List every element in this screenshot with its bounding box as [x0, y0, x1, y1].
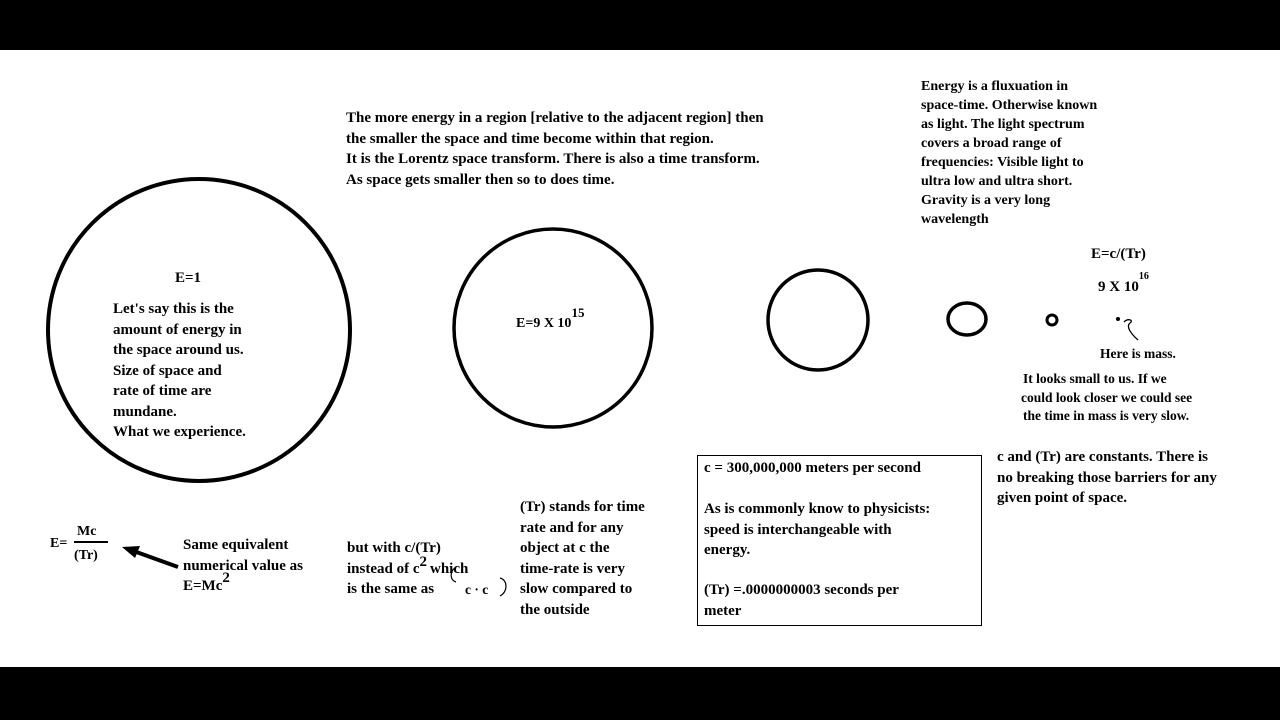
intro-paragraph — [346, 108, 764, 190]
equivalent-line — [183, 570, 303, 597]
equivalent-line: Same equivalent — [183, 537, 289, 553]
but-with-line-2a: instead of c — [347, 560, 420, 577]
energy-note-line: Energy is a fluxuation in — [921, 79, 1069, 94]
time-rate-paragraph — [704, 580, 899, 621]
medium-circle-label — [516, 305, 585, 333]
mass-formula: E=c/(Tr) — [1091, 246, 1146, 262]
energy-note-line: wavelength — [921, 212, 989, 227]
small-circle — [768, 270, 868, 370]
constants-note — [997, 447, 1217, 509]
energy-note — [921, 77, 1097, 229]
but-with-exponent: 2 — [419, 553, 427, 570]
constants-note-line: given point of space. — [997, 490, 1128, 506]
physicists-line: energy. — [704, 542, 751, 558]
physicists-paragraph — [704, 499, 930, 561]
equivalent-note — [183, 535, 303, 597]
mass-value — [1098, 271, 1149, 300]
handwritten-bracket-right — [500, 578, 506, 596]
mass-note-line: could look closer we could see — [1021, 389, 1193, 405]
here-is-mass-label: Here is mass. — [1100, 346, 1176, 361]
equivalent-emc: E=Mc — [183, 578, 223, 594]
but-with-note — [347, 538, 468, 600]
mass-value-base: 9 X 10 — [1098, 279, 1139, 295]
mass-note — [1023, 370, 1192, 426]
intro-line: the smaller the space and time become within that region. — [346, 130, 714, 147]
intro-line: The more energy in a region [relative to the adjacent region] then — [346, 110, 764, 126]
formula-denominator: (Tr) — [74, 548, 98, 563]
big-circle-line: amount of energy in — [113, 321, 242, 338]
mass-pointer-squiggle — [1124, 320, 1138, 340]
arrow-head — [122, 546, 140, 558]
formula-numerator: Mc — [77, 524, 97, 539]
energy-note-line: frequencies: Visible light to — [921, 155, 1084, 170]
tr-note-line: rate and for any — [520, 519, 624, 536]
medium-circle-label-exponent: 15 — [571, 305, 585, 320]
tr-note-line: the outside — [520, 601, 590, 618]
smaller-circle — [948, 303, 986, 335]
time-rate-line: meter — [704, 602, 742, 619]
equivalent-line: numerical value as — [183, 557, 303, 574]
speed-of-light-line: c = 300,000,000 meters per second — [704, 460, 921, 476]
physicists-line: speed is interchangeable with — [704, 521, 892, 538]
constants-note-line: c and (Tr) are constants. There is — [997, 449, 1208, 465]
but-with-line-3: is the same as — [347, 581, 435, 597]
big-circle-description — [113, 299, 246, 443]
time-rate-line: (Tr) =.0000000003 seconds per — [704, 582, 899, 598]
tr-note-line: slow compared to — [520, 581, 633, 597]
energy-note-line: Gravity is a very long — [921, 193, 1051, 208]
formula-lhs: E= — [50, 536, 68, 551]
big-circle-line: rate of time are — [113, 383, 212, 399]
energy-note-line: space-time. Otherwise known — [921, 98, 1098, 113]
big-circle-line: Let's say this is the — [113, 301, 234, 317]
intro-line: It is the Lorentz space transform. There is also a time transform. — [346, 151, 760, 167]
medium-circle-label-base: E=9 X 10 — [516, 316, 572, 331]
intro-line: As space gets smaller then so to does time. — [346, 171, 615, 188]
equivalent-exponent: 2 — [222, 570, 230, 586]
energy-note-line: ultra low and ultra short. — [921, 174, 1073, 189]
tiny-circle — [1047, 315, 1057, 325]
tr-note — [520, 497, 645, 620]
energy-note-line: as light. The light spectrum — [921, 117, 1085, 132]
constants-note-line: no breaking those barriers for any — [997, 469, 1217, 486]
but-with-line-1: but with c/(Tr) — [347, 540, 441, 556]
big-circle-line: the space around us. — [113, 342, 244, 358]
big-circle-line: What we experience. — [113, 424, 246, 440]
big-circle-energy-label: E=1 — [175, 270, 202, 286]
mass-note-line: It looks small to us. If we — [1023, 371, 1167, 386]
mass-value-exponent: 16 — [1138, 271, 1149, 282]
but-with-line-2 — [347, 553, 469, 580]
tr-note-line: object at c the — [520, 540, 610, 556]
big-circle-line: Size of space and — [113, 362, 222, 379]
big-circle-line: mundane. — [113, 403, 177, 420]
but-with-line-2b: which — [430, 560, 469, 577]
physicists-line: As is commonly know to physicists: — [704, 501, 931, 517]
mass-dot — [1116, 317, 1120, 321]
tr-note-line: time-rate is very — [520, 560, 625, 577]
handwritten-c-dot-c: c · c — [465, 582, 489, 597]
mass-note-line: the time in mass is very slow. — [1023, 408, 1190, 423]
tr-note-line: (Tr) stands for time — [520, 499, 645, 515]
energy-note-line: covers a broad range of — [921, 136, 1062, 151]
